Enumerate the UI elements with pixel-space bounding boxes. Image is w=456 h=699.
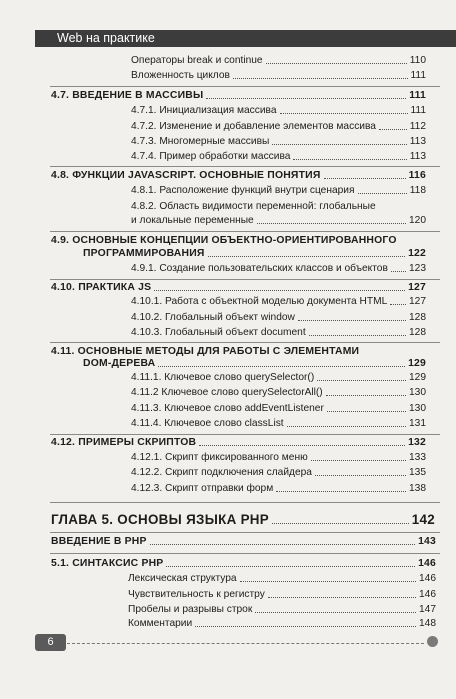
toc-entry-page: 113: [409, 136, 426, 147]
toc-entry: [131, 482, 426, 495]
toc-entry: [131, 69, 426, 82]
leader-dots: [195, 626, 416, 627]
toc-entry-title: 4.11.2 Ключевое слово querySelectorAll(): [131, 387, 323, 398]
toc-entry-page: 111: [410, 105, 426, 116]
toc-entry: [131, 135, 426, 148]
toc-entry-page: 148: [419, 618, 436, 629]
toc-entry-page: 110: [409, 55, 426, 66]
leader-dots: [358, 193, 407, 194]
toc-entry: [131, 386, 426, 399]
toc-section-page: 143: [418, 536, 436, 547]
toc-entry-title: Лексическая структура: [128, 573, 237, 584]
toc-entry-title: 4.12.3. Скрипт отправки форм: [131, 483, 274, 494]
leader-dots: [379, 129, 407, 130]
toc-section-title: 4.8. ФУНКЦИИ JAVASCRIPT. ОСНОВНЫЕ ПОНЯТИЯ: [51, 170, 321, 181]
leader-dots: [158, 366, 405, 367]
toc-section-title: 4.10. ПРАКТИКА JS: [51, 282, 152, 293]
toc-section-title: 4.12. ПРИМЕРЫ СКРИПТОВ: [51, 437, 197, 448]
toc-entry-page: 138: [409, 483, 426, 494]
section-divider: [50, 434, 440, 435]
toc-section: [51, 557, 436, 570]
toc-section-page: 116: [408, 170, 426, 181]
page-number-badge: 6: [35, 634, 66, 651]
toc-entry-title: 4.11.4. Ключевое слово classList: [131, 418, 284, 429]
toc-section: [83, 247, 426, 260]
running-header-title: Web на практике: [57, 31, 155, 45]
section-divider: [50, 502, 440, 503]
toc-entry: [128, 588, 436, 601]
toc-entry: [128, 603, 436, 616]
toc-entry-page: 131: [409, 418, 426, 429]
toc-entry-page: 128: [409, 312, 426, 323]
toc-entry: [131, 295, 426, 308]
leader-dots: [199, 445, 405, 446]
toc-section-title: 5.1. СИНТАКСИС PHP: [51, 558, 164, 569]
toc-entry-title: 4.9.1. Создание пользовательских классов и объектов: [131, 263, 388, 274]
toc-section-title: 4.7. ВВЕДЕНИЕ В МАССИВЫ: [51, 90, 204, 101]
toc-entry-title: Операторы break и continue: [131, 55, 263, 66]
toc-entry-title: 4.10.1. Работа с объектной моделью документа HTML: [131, 296, 388, 307]
footer-dashed-line: [67, 643, 424, 644]
toc-entry: [128, 617, 436, 630]
leader-dots: [391, 271, 406, 272]
toc-section: [51, 89, 426, 102]
toc-entry: [131, 262, 426, 275]
leader-dots: [272, 144, 406, 145]
toc-section-page: 146: [418, 558, 436, 569]
toc-entry: [131, 417, 426, 430]
leader-dots: [326, 395, 406, 396]
leader-dots: [272, 523, 409, 524]
leader-dots: [317, 380, 406, 381]
toc-entry-title: 4.11.3. Ключевое слово addEventListener: [131, 403, 324, 414]
footer-dot-ornament: [427, 636, 438, 647]
toc-entry-title: Комментарии: [128, 618, 193, 629]
section-divider: [50, 279, 440, 280]
leader-dots: [298, 320, 406, 321]
toc-entry-page: 128: [409, 327, 426, 338]
toc-section-title-line2: ПРОГРАММИРОВАНИЯ: [83, 248, 205, 259]
toc-chapter: [51, 512, 435, 528]
toc-section: [51, 169, 426, 182]
toc-entry-page: 146: [419, 589, 436, 600]
toc-section-page: 129: [408, 358, 426, 369]
toc-entry: [128, 572, 436, 585]
toc-entry-page: 130: [409, 387, 426, 398]
toc-section: [51, 436, 426, 449]
leader-dots: [276, 491, 406, 492]
leader-dots: [266, 63, 407, 64]
toc-entry: [131, 402, 426, 415]
leader-dots: [280, 113, 408, 114]
toc-entry-page: 111: [410, 70, 426, 81]
leader-dots: [311, 460, 406, 461]
toc-chapter-page: 142: [411, 512, 435, 527]
toc-section: [51, 281, 426, 294]
toc-entry-page: 133: [409, 452, 426, 463]
leader-dots: [268, 597, 416, 598]
toc-section-title-line1: 4.11. ОСНОВНЫЕ МЕТОДЫ ДЛЯ РАБОТЫ С ЭЛЕМЕНТАМИ: [51, 346, 360, 357]
toc-entry-page: 112: [409, 121, 426, 132]
section-divider: [50, 86, 440, 87]
toc-entry: [131, 184, 426, 197]
leader-dots: [240, 581, 416, 582]
leader-dots: [390, 304, 406, 305]
leader-dots: [154, 290, 405, 291]
toc-entry-title-line1: 4.8.2. Область видимости переменной: глобальные: [131, 201, 376, 212]
toc-entry-title: 4.10.3. Глобальный объект document: [131, 327, 306, 338]
toc-entry-page: 120: [409, 215, 426, 226]
section-divider: [50, 342, 440, 343]
toc-entry: [131, 120, 426, 133]
toc-entry-title: 4.7.3. Многомерные массивы: [131, 136, 270, 147]
toc-entry: [131, 311, 426, 324]
toc-section: [83, 357, 426, 370]
leader-dots: [315, 475, 406, 476]
toc-entry-page: 135: [409, 467, 426, 478]
leader-dots: [257, 223, 406, 224]
toc-entry-page: 118: [409, 185, 426, 196]
leader-dots: [166, 566, 415, 567]
toc-entry: [131, 214, 426, 227]
toc-entry-title: 4.7.4. Пример обработки массива: [131, 151, 291, 162]
toc-chapter-title: ГЛАВА 5. ОСНОВЫ ЯЗЫКА PHP: [51, 512, 269, 527]
toc-section-title-line1: 4.9. ОСНОВНЫЕ КОНЦЕПЦИИ ОБЪЕКТНО-ОРИЕНТИРОВАННОГО: [51, 235, 397, 246]
toc-entry-title: Чувствительность к регистру: [128, 589, 265, 600]
toc-entry-page: 130: [409, 403, 426, 414]
section-divider: [50, 532, 440, 533]
toc-entry-title: 4.7.2. Изменение и добавление элементов массива: [131, 121, 376, 132]
toc-entry-page: 147: [419, 604, 436, 615]
toc-entry-title: Пробелы и разрывы строк: [128, 604, 253, 615]
toc-entry-title: 4.12.2. Скрипт подключения слайдера: [131, 467, 312, 478]
toc-section-title-line2: DOM-ДЕРЕВА: [83, 358, 156, 369]
leader-dots: [309, 335, 406, 336]
section-divider: [50, 166, 440, 167]
section-divider: [50, 553, 440, 554]
toc-entry: [131, 371, 426, 384]
leader-dots: [324, 178, 406, 179]
toc-entry-page: 127: [409, 296, 426, 307]
toc-section-page: 132: [408, 437, 426, 448]
leader-dots: [293, 159, 406, 160]
toc-entry-page: 123: [409, 263, 426, 274]
toc-section-page: 122: [408, 248, 426, 259]
toc-entry-title: 4.7.1. Инициализация массива: [131, 105, 277, 116]
toc-section-page: 111: [409, 90, 426, 101]
toc-entry: [131, 150, 426, 163]
leader-dots: [327, 411, 406, 412]
leader-dots: [287, 426, 406, 427]
toc-entry-title: 4.8.1. Расположение функций внутри сценария: [131, 185, 355, 196]
leader-dots: [206, 98, 406, 99]
toc-entry-title-line2: и локальные переменные: [131, 215, 254, 226]
toc-entry-page: 146: [419, 573, 436, 584]
leader-dots: [255, 612, 416, 613]
toc-entry-title: 4.12.1. Скрипт фиксированного меню: [131, 452, 308, 463]
toc-section: [51, 535, 436, 548]
toc-section-title: ВВЕДЕНИЕ В PHP: [51, 536, 147, 547]
leader-dots: [208, 256, 406, 257]
leader-dots: [150, 544, 415, 545]
toc-entry: [131, 326, 426, 339]
toc-entry: [131, 451, 426, 464]
section-divider: [50, 231, 440, 232]
toc-entry-title: 4.10.2. Глобальный объект window: [131, 312, 295, 323]
toc-section-page: 127: [408, 282, 426, 293]
toc-entry-title: Вложенность циклов: [131, 70, 230, 81]
leader-dots: [233, 78, 408, 79]
toc-entry: [131, 466, 426, 479]
toc-entry: [131, 54, 426, 67]
toc-entry-page: 113: [409, 151, 426, 162]
toc-entry-title: 4.11.1. Ключевое слово querySelector(): [131, 372, 315, 383]
toc-entry: [131, 104, 426, 117]
toc-entry-page: 129: [409, 372, 426, 383]
